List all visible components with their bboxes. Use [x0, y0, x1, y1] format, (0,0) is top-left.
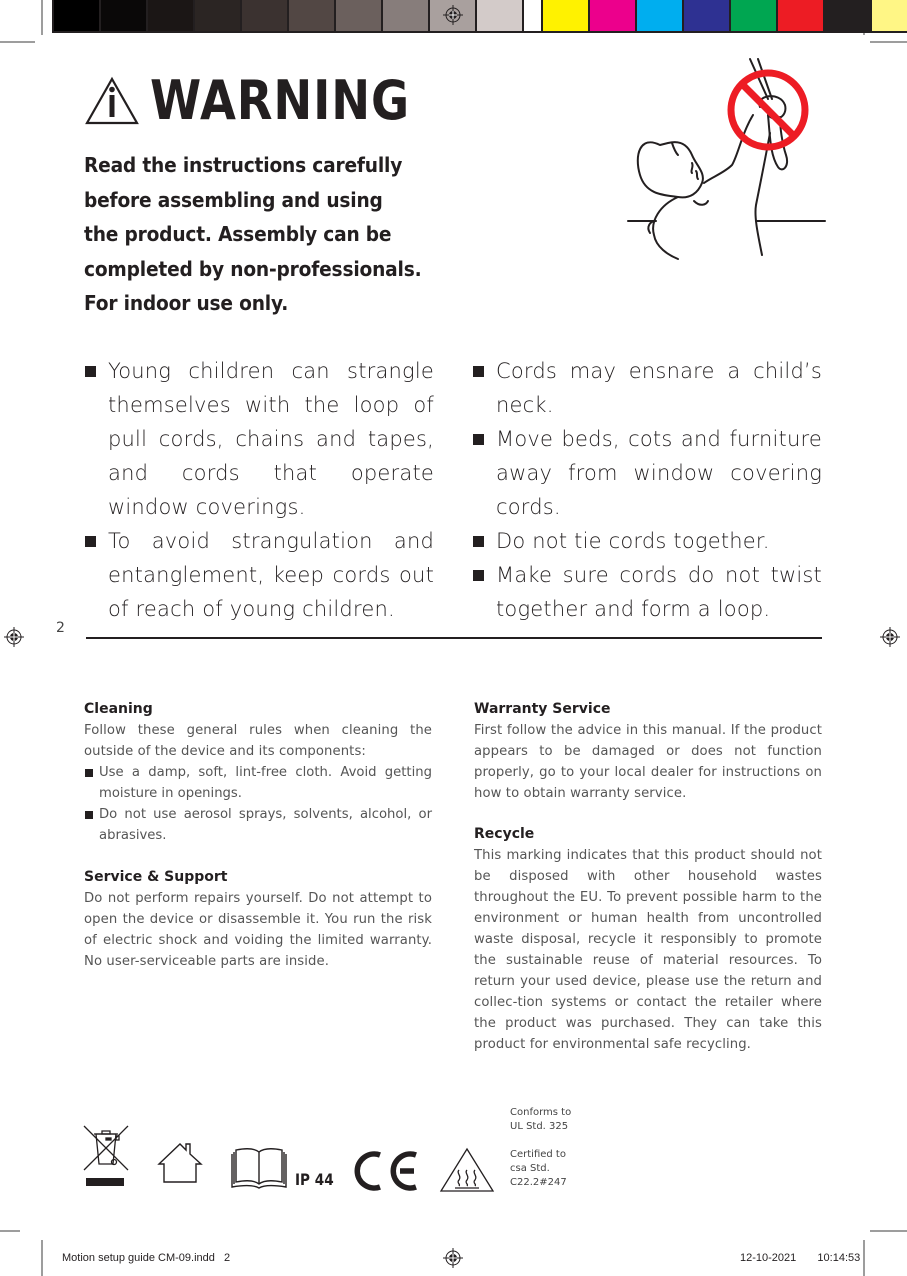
intro-line: For indoor use only.: [84, 291, 289, 315]
info-triangle-icon: [84, 76, 140, 126]
cert-line: Conforms to: [510, 1107, 572, 1118]
section-heading: Recycle: [474, 826, 535, 842]
section-body: Follow these general rules when cleaning the outside of the device and its components:: [84, 723, 432, 759]
crop-mark: [870, 1230, 907, 1232]
registration-mark-icon: [443, 1248, 463, 1268]
crop-mark: [0, 1230, 20, 1232]
color-swatch: [289, 0, 336, 31]
registration-mark-icon: [880, 627, 900, 647]
color-swatch: [101, 0, 148, 31]
color-swatch: [54, 0, 101, 31]
registration-mark-icon: [443, 5, 463, 25]
crop-mark: [41, 1240, 43, 1276]
warning-bullet: Make sure cords do not twist together and form a loop.: [472, 558, 822, 626]
cleaning-section: [84, 699, 432, 846]
slug-timestamp: 12-10-2021 10:14:53: [740, 1252, 861, 1264]
color-swatch: [684, 0, 731, 31]
cert-line: csa Std.: [510, 1163, 550, 1174]
section-body: This marking indicates that this product should not be disposed with other household wastes throughout the EU. To prevent possible harm to the environment or human health from uncontrolled waste disposal, recycle it responsibly to promote the sustainable reuse of material resources. To return your used device, please use the return and collec-tion systems or contact the retailer where the product was purchased. They can take this product for environmental safe recycling.: [474, 848, 822, 1052]
hot-surface-icon: [438, 1146, 496, 1194]
section-heading: Service & Support: [84, 869, 228, 885]
ce-mark-icon: [352, 1150, 422, 1192]
cert-line: C22.2#247: [510, 1177, 567, 1188]
intro-line: Read the instructions carefully: [84, 153, 403, 177]
warning-intro: [84, 148, 444, 321]
ul-certification: [510, 1106, 571, 1134]
csa-certification: [510, 1148, 567, 1190]
cert-line: Certified to: [510, 1149, 566, 1160]
ip-rating: IP 44: [295, 1170, 334, 1189]
color-swatch: [825, 0, 872, 31]
color-swatch: [477, 0, 524, 31]
indoor-house-icon: [155, 1140, 205, 1184]
color-swatch: [872, 0, 907, 31]
warning-bullet: To avoid strangulation and entanglement, keep cords out of reach of young children.: [84, 524, 434, 626]
intro-line: before assembling and using: [84, 187, 383, 212]
warning-bullet: Do not tie cords together.: [472, 524, 822, 558]
weee-crossed-bin-icon: [82, 1124, 130, 1190]
section-heading: Cleaning: [84, 701, 153, 717]
cleaning-bullet: Use a damp, soft, lint-free cloth. Avoid getting moisture in openings.: [84, 762, 432, 804]
cert-line: UL Std. 325: [510, 1121, 569, 1132]
color-swatch: [148, 0, 195, 31]
divider: [86, 637, 822, 639]
crop-mark: [863, 1240, 865, 1276]
process-color-bar: [541, 0, 907, 33]
cleaning-bullet: Do not use aerosol sprays, solvents, alcohol, or abrasives.: [84, 804, 432, 846]
intro-line: completed by non-professionals.: [84, 256, 422, 281]
warning-bullet: Move beds, cots and furniture away from window covering cords.: [472, 422, 822, 524]
section-body: First follow the advice in this manual. If the product appears to be damaged or does not function properly, go to your local dealer for instructions on how to obtain warranty service.: [474, 723, 822, 801]
crop-mark: [0, 41, 35, 43]
color-swatch: [543, 0, 590, 31]
color-swatch: [590, 0, 637, 31]
color-swatch: [778, 0, 825, 31]
recycle-section: [474, 824, 822, 1055]
warning-bullet: Young children can strangle themselves with the loop of pull cords, chains and tapes, and cords that operate window coverings.: [84, 354, 434, 524]
warning-title: WARNING: [150, 69, 410, 132]
crop-mark: [41, 0, 43, 35]
warning-bullets-right: [472, 354, 822, 626]
section-heading: Warranty Service: [474, 701, 611, 717]
warning-bullets-left: [84, 354, 434, 626]
color-swatch: [731, 0, 778, 31]
read-manual-icon: [228, 1146, 290, 1190]
color-swatch: [383, 0, 430, 31]
page-number: 2: [56, 620, 65, 636]
color-swatch: [637, 0, 684, 31]
warning-heading: [84, 69, 452, 132]
warning-bullet: Cords may ensnare a child’s neck.: [472, 354, 822, 422]
warranty-section: [474, 699, 822, 804]
crop-mark: [870, 41, 907, 43]
service-section: [84, 867, 432, 972]
color-swatch: [242, 0, 289, 31]
registration-mark-icon: [4, 627, 24, 647]
child-pulling-cord-prohibited-icon: [620, 55, 830, 265]
color-swatch: [336, 0, 383, 31]
gray-color-bar: [52, 0, 573, 33]
intro-line: the product. Assembly can be: [84, 222, 392, 246]
slug-filename: Motion setup guide CM-09.indd 2: [62, 1252, 231, 1264]
color-swatch: [195, 0, 242, 31]
section-body: Do not perform repairs yourself. Do not attempt to open the device or disassemble it. You run the risk of electric shock and voiding the limited warranty. No user-serviceable parts are inside.: [84, 891, 432, 969]
